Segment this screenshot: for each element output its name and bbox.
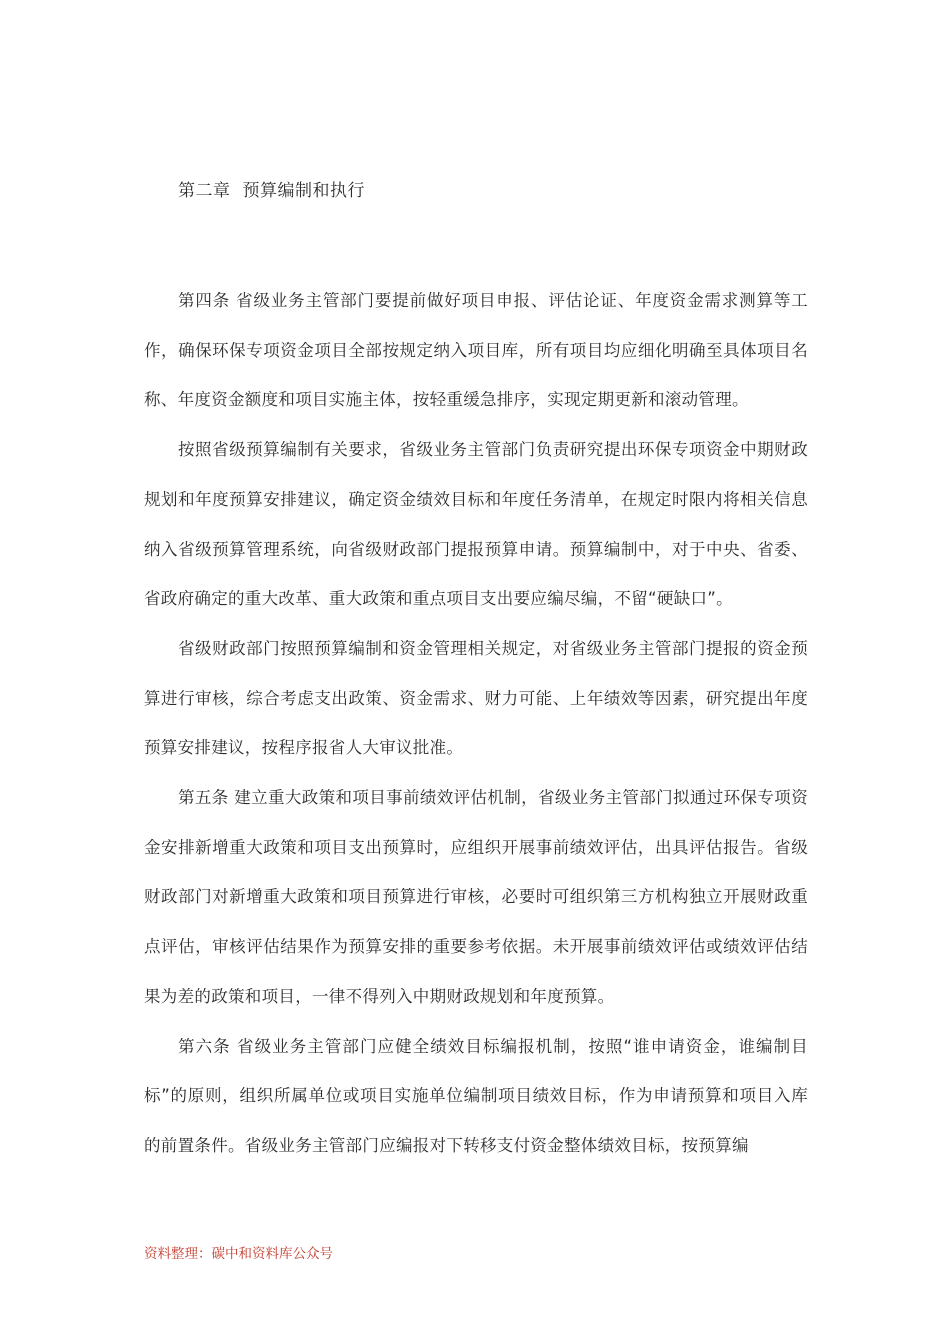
paragraph-finance-review: 省级财政部门按照预算编制和资金管理相关规定，对省级业务主管部门提报的资金预算进行审核，综合考虑支出政策、资金需求、财力可能、上年绩效等因素，研究提出年度预算安排建议，按程序报省人大审议批准。 [144,638,808,758]
paragraph-article-4: 第四条 省级业务主管部门要提前做好项目申报、评估论证、年度资金需求测算等工作，确保环保专项资金项目全部按规定纳入项目库，所有项目均应细化明确至具体项目名称、年度资金额度和项目实施主体，按轻重缓急排序，实现定期更新和滚动管理。 [144,291,808,410]
paragraph-budget-preparation: 按照省级预算编制有关要求，省级业务主管部门负责研究提出环保专项资金中期财政规划和年度预算安排建议，确定资金绩效目标和年度任务清单，在规定时限内将相关信息纳入省级预算管理系统，向省级财政部门提报预算申请。预算编制中，对于中央、省委、省政府确定的重大改革、重大政策和重点项目支出要应编尽编，不留“硬缺口”。 [144,440,808,609]
chapter-heading [178,178,365,204]
document-body [144,276,808,1171]
chapter-title: 预算编制和执行 [242,181,365,201]
paragraph-article-6: 第六条 省级业务主管部门应健全绩效目标编报机制，按照“谁申请资金，谁编制目标”的原则，组织所属单位或项目实施单位编制项目绩效目标，作为申请预算和项目入库的前置条件。省级业务主管部门应编报对下转移支付资金整体绩效目标，按预算编 [144,1036,808,1155]
source-footer: 资料整理：碳中和资料库公众号 [144,1246,333,1262]
chapter-number: 第二章 [178,181,231,201]
paragraph-article-5: 第五条 建立重大政策和项目事前绩效评估机制，省级业务主管部门拟通过环保专项资金安排新增重大政策和项目支出预算时，应组织开展事前绩效评估，出具评估报告。省级财政部门对新增重大政策和项目预算进行审核，必要时可组织第三方机构独立开展财政重点评估，审核评估结果作为预算安排的重要参考依据。未开展事前绩效评估或绩效评估结果为差的政策和项目，一律不得列入中期财政规划和年度预算。 [144,788,808,1006]
